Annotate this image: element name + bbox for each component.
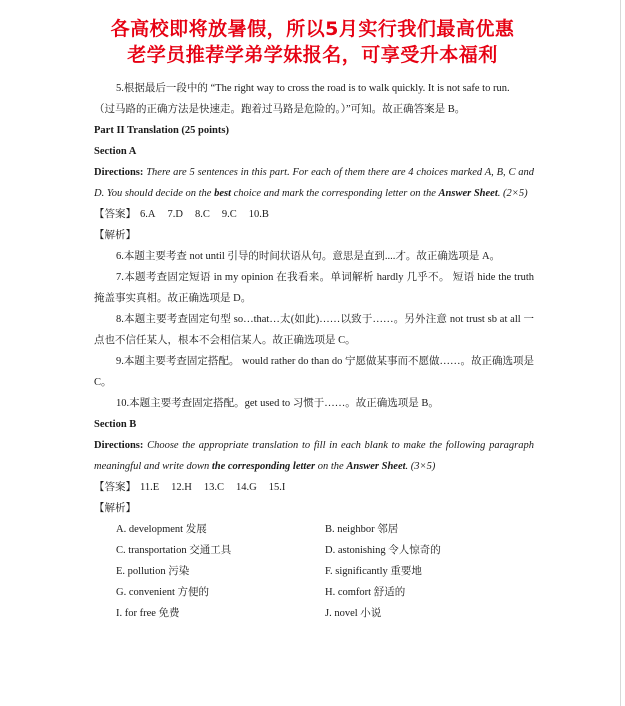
directions-text: . (2×5) xyxy=(497,188,528,199)
answer-label: 【答案】 xyxy=(94,482,136,493)
q5-explanation-line-2: （过马路的正确方法是快速走。跑着过马路是危险的。）”可知。故正确答案是 B。 xyxy=(94,104,466,115)
option-row xyxy=(116,603,534,624)
directions-label: Directions: xyxy=(94,440,144,451)
section-a-answers xyxy=(94,204,534,225)
q5-explanation-line-1: 5.根据最后一段中的 “The right way to cross the road is to walk quickly. It is not safe to run. xyxy=(116,83,510,94)
option-item: D. astonishing 令人惊奇的 xyxy=(325,545,441,556)
option-row xyxy=(116,540,534,561)
option-item: J. novel 小说 xyxy=(325,608,382,619)
section-b-answers xyxy=(94,477,534,498)
directions-best: best xyxy=(214,188,231,199)
answer-item: 10.B xyxy=(248,209,269,220)
option-row xyxy=(116,582,534,603)
option-item: I. for free 免费 xyxy=(116,608,180,619)
option-item: B. neighbor 邻居 xyxy=(325,524,399,535)
directions-text: on the xyxy=(315,461,347,472)
explanation-7: 7.本题考查固定短语 in my opinion 在我看来。单词解析 hardly 几乎不。 短语 hide the truth 掩盖事实真相。故正确选项是 D。 xyxy=(94,272,534,304)
answer-item: 11.E xyxy=(140,482,160,493)
directions-text: choice and mark the corresponding letter on the xyxy=(231,188,439,199)
section-b-directions xyxy=(94,435,534,477)
answer-item: 13.C xyxy=(203,482,225,493)
option-item: A. development 发展 xyxy=(116,524,207,535)
option-item: F. significantly 重要地 xyxy=(325,566,422,577)
explanation-8: 8.本题主要考查固定句型 so…that…太(如此)……以致于……。另外注意 not trust sb at all 一点也不信任某人，根本不会相信某人。故正确选项是 C。 xyxy=(94,314,534,346)
explanation-6: 6.本题主要考查 not until 引导的时间状语从句。意思是直到....才。故正确选项是 A。 xyxy=(116,251,501,262)
section-b-analysis-label: 【解析】 xyxy=(94,503,136,514)
answer-item: 6.A xyxy=(140,209,156,220)
promo-banner-line-2: 老学员推荐学弟学妹报名，可享受升本福利 xyxy=(127,44,498,66)
answer-item: 12.H xyxy=(171,482,192,493)
option-row xyxy=(116,519,534,540)
part-ii-title: Part II Translation (25 points) xyxy=(94,125,229,136)
answer-item: 7.D xyxy=(167,209,183,220)
answer-item: 8.C xyxy=(194,209,210,220)
page-edge-line xyxy=(620,0,621,706)
explanation-10: 10.本题主要考查固定搭配。get used to 习惯于……。故正确选项是 B。 xyxy=(116,398,439,409)
document-body xyxy=(94,78,534,624)
section-a-directions xyxy=(94,162,534,204)
directions-answer-sheet: Answer Sheet xyxy=(346,461,406,472)
answer-item: 15.I xyxy=(268,482,286,493)
section-a-analysis-label: 【解析】 xyxy=(94,230,136,241)
directions-corresponding-letter: the corresponding letter xyxy=(211,461,316,472)
vocabulary-options xyxy=(116,519,534,624)
option-item: H. comfort 舒适的 xyxy=(325,587,406,598)
option-item: C. transportation 交通工具 xyxy=(116,545,232,556)
answer-item: 9.C xyxy=(221,209,237,220)
explanation-9: 9.本题主要考查固定搭配。 would rather do than do 宁愿做某事而不愿做……。故正确选项是 C。 xyxy=(94,356,534,388)
directions-label: Directions: xyxy=(94,167,144,178)
directions-answer-sheet: Answer Sheet xyxy=(438,188,498,199)
directions-text: Choose the appropriate translation to fill in each blank to make the following paragraph meaningful and write down xyxy=(94,440,534,472)
option-row xyxy=(116,561,534,582)
answer-label: 【答案】 xyxy=(94,209,136,220)
option-item: G. convenient 方便的 xyxy=(116,587,210,598)
promo-banner-line-1: 各高校即将放暑假，所以5月实行我们最高优惠 xyxy=(110,18,515,40)
option-item: E. pollution 污染 xyxy=(116,566,190,577)
directions-text: There are 5 sentences in this part. For each of them there are 4 choices marked A, B, C and D. You should decide on the xyxy=(94,167,534,199)
answer-item: 14.G xyxy=(236,482,257,493)
section-b-title: Section B xyxy=(94,419,137,430)
directions-text: . (3×5) xyxy=(405,461,436,472)
section-a-title: Section A xyxy=(94,146,137,157)
